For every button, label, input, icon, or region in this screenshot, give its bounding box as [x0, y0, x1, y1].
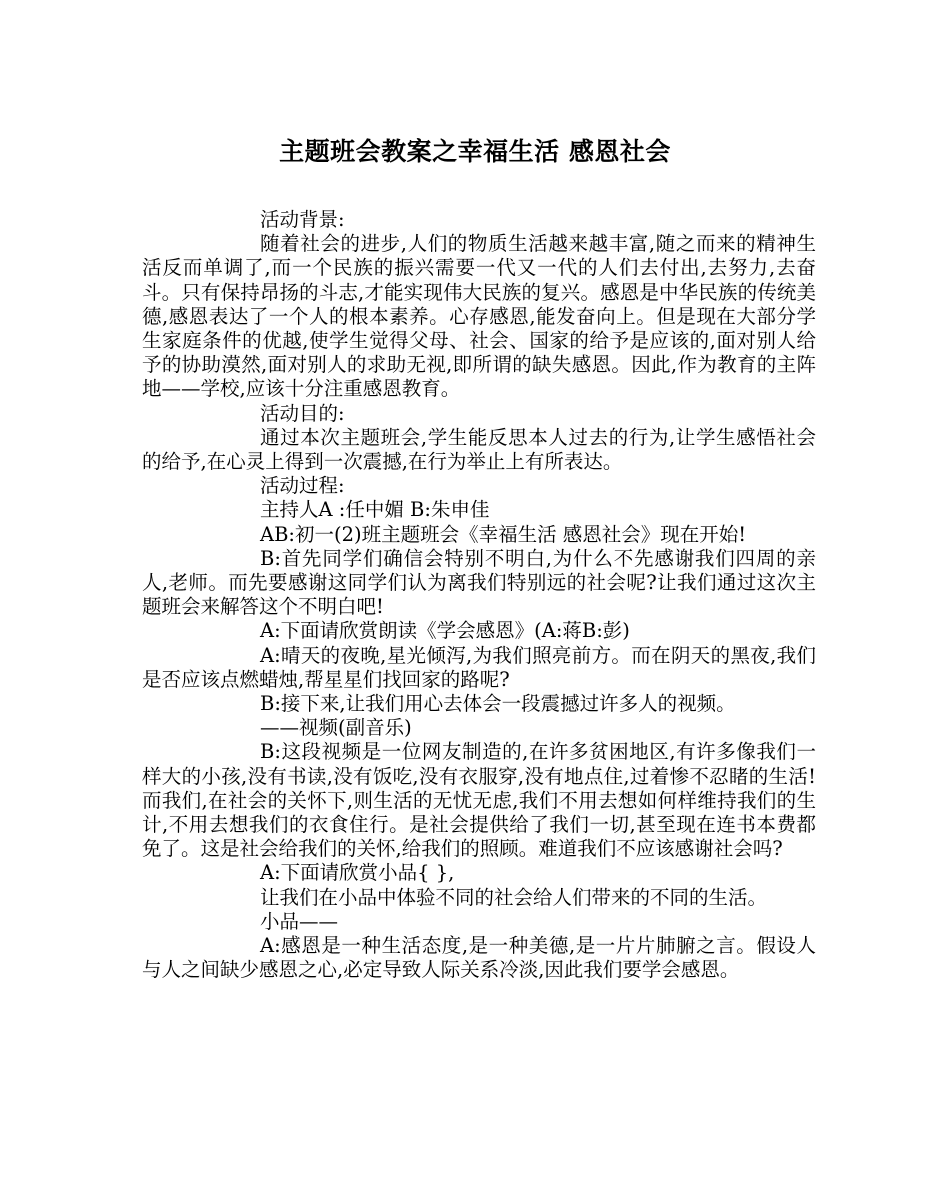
paragraph-hosts: 主持人A :任中媚 B:朱申佳 [260, 498, 490, 522]
paragraph-purpose-heading: 活动目的: [260, 401, 345, 425]
paragraph-night-sky: A:晴天的夜晚,星光倾泻,为我们照亮前方。而在阴天的黑夜,我们是否应该点燃蜡烛,帮星星们找回家的路呢? [142, 643, 816, 691]
paragraph-purpose-text: 通过本次主题班会,学生能反思本人过去的行为,让学生感悟社会的给予,在心灵上得到一次震撼,在行为举止上有所表达。 [142, 425, 816, 474]
paragraph-sketch-intro: A:下面请欣赏小品{ }, [260, 861, 455, 885]
paragraph-background-text: 随着社会的进步,人们的物质生活越来越丰富,随之而来的精神生活反而单调了,而一个民族的振兴需要一代又一代的人们去付出,去努力,去奋斗。只有保持昂扬的斗志,才能实现伟大民族的复兴。感恩是中华民族的传统美德,感恩表达了一个人的根本素养。心存感恩,能发奋向上。但是现在大部分学生家庭条件的优越,使学生觉得父母、社会、国家的给予是应该的,面对别人给予的协助漠然,面对别人的求助无视,即所谓的缺失感恩。因此,作为教育的主阵地——学校,应该十分注重感恩教育。 [142, 232, 816, 401]
paragraph-video-intro: B:接下来,让我们用心去体会一段震撼过许多人的视频。 [260, 692, 736, 716]
paragraph-process-heading: 活动过程: [260, 474, 345, 498]
paragraph-sketch: 小品—— [260, 909, 339, 933]
paragraph-sketch-experience: 让我们在小品中体验不同的社会给人们带来的不同的生活。 [260, 885, 768, 909]
document-title: 主题班会教案之幸福生活 感恩社会 [279, 137, 671, 166]
paragraph-reading: A:下面请欣赏朗读《学会感恩》(A:蒋B:彭) [260, 619, 630, 643]
paragraph-gratitude: A:感恩是一种生活态度,是一种美德,是一片片肺腑之言。假设人与人之间缺少感恩之心,必定导致人际关系冷淡,因此我们要学会感恩。 [142, 934, 816, 982]
document-body [142, 208, 816, 983]
paragraph-opening: AB:初一(2)班主题班会《幸福生活 感恩社会》现在开始! [260, 522, 747, 546]
paragraph-b-question: B:首先同学们确信会特别不明白,为什么不先感谢我们四周的亲人,老师。而先要感谢这同学们认为离我们特别远的社会呢?让我们通过这次主题班会来解答这个不明白吧! [142, 546, 816, 619]
paragraph-video-commentary: B:这段视频是一位网友制造的,在许多贫困地区,有许多像我们一样大的小孩,没有书读,没有饭吃,没有衣服穿,没有地点住,过着惨不忍睹的生活!而我们,在社会的关怀下,则生活的无忧无虑,我们不用去想如何样维持我们的生计,不用去想我们的衣食住行。是社会提供给了我们一切,甚至现在连书本费都免了。这是社会给我们的关怀,给我们的照顾。难道我们不应该感谢社会吗? [142, 740, 816, 861]
paragraph-video: ——视频(副音乐) [260, 716, 412, 740]
paragraph-background-heading: 活动背景: [260, 208, 345, 231]
